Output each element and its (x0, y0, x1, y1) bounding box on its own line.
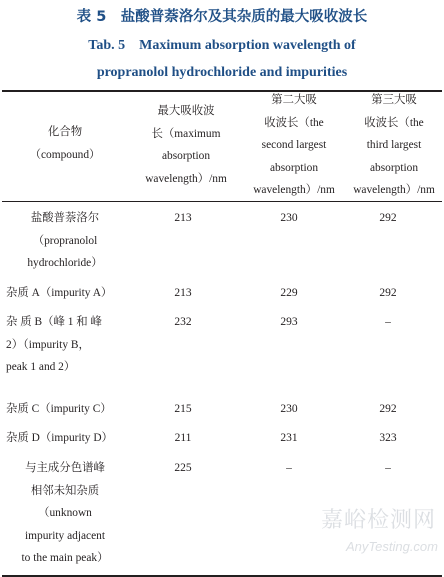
label-line: hydrochloride） (27, 257, 103, 269)
value-max: 213 (174, 212, 192, 224)
header-line: 第二大吸 (271, 94, 317, 106)
label-line: 与主成分色谱峰 (25, 462, 105, 474)
header-line: absorption (161, 150, 211, 162)
label-line: 盐酸普萘洛尔 (30, 212, 100, 224)
row-label (4, 207, 126, 275)
label-line: peak 1 and 2） (6, 361, 76, 373)
label-line: 相邻未知杂质 (30, 484, 100, 497)
label-line: 杂质 D（impurity D） (6, 432, 113, 444)
watermark (296, 508, 442, 568)
value-third: 292 (379, 403, 397, 415)
watermark-en: AnyTesting.com (345, 539, 438, 554)
row-label (6, 311, 128, 379)
header-third-absorption (346, 89, 442, 202)
label-line: 2）（impurity B， (6, 338, 90, 351)
value-third: – (385, 316, 391, 328)
header-line: 收波长（the (364, 116, 424, 129)
value-third: – (385, 462, 391, 474)
value-second: – (286, 462, 292, 474)
header-line: second largest (261, 139, 327, 151)
row-label (6, 282, 128, 305)
value-second: 230 (280, 212, 298, 224)
value-second: 293 (280, 316, 298, 328)
header-line: 第三大吸 (371, 94, 417, 106)
header-line: 收波长（the (264, 116, 324, 129)
watermark-cn: 嘉峪检测网 (320, 508, 436, 533)
row-label (6, 427, 128, 450)
header-second-absorption (244, 89, 344, 202)
table-title-en-line1: Tab. 5 Maximum absorption wavelength of (88, 38, 356, 53)
table-title-cn: 表 5 盐酸普萘洛尔及其杂质的最大吸收波长 (76, 9, 368, 25)
label-line: （propranolol (32, 234, 98, 247)
value-max: 225 (174, 462, 192, 474)
header-line: （compound） (29, 148, 101, 161)
header-line: 化合物 (47, 126, 83, 138)
value-third: 292 (379, 287, 397, 299)
value-max: 211 (174, 432, 192, 444)
header-line: wavelength）/nm (253, 184, 335, 196)
value-max: 232 (174, 316, 192, 328)
header-line: wavelength）/nm (145, 172, 227, 185)
row-label (6, 398, 128, 421)
header-line: 最大吸收波 (157, 105, 215, 117)
value-max: 213 (174, 287, 192, 299)
row-label (4, 457, 126, 570)
label-line: 杂质 A（impurity A） (6, 287, 113, 299)
value-third: 292 (379, 212, 397, 224)
value-second: 229 (280, 287, 298, 299)
value-second: 230 (280, 403, 298, 415)
label-line: 杂 质 B（峰 1 和 峰 (6, 316, 102, 328)
value-max: 215 (174, 403, 192, 415)
header-line: absorption (369, 161, 419, 174)
label-line: impurity adjacent (24, 529, 106, 542)
header-line: wavelength）/nm (353, 184, 435, 196)
header-line: 长（maximum (151, 127, 221, 140)
value-second: 231 (280, 432, 298, 444)
label-line: （unknown (38, 507, 92, 519)
table-title-en-line2: propranolol hydrochloride and impurities (96, 65, 348, 80)
value-third: 323 (379, 432, 397, 444)
header-line: third largest (366, 139, 422, 151)
label-line: to the main peak） (21, 552, 109, 564)
header-compound (4, 121, 126, 166)
header-max-absorption (130, 100, 242, 190)
table-bottom-rule (2, 575, 442, 577)
header-line: absorption (269, 161, 319, 174)
label-line: 杂质 C（impurity C） (6, 403, 112, 415)
